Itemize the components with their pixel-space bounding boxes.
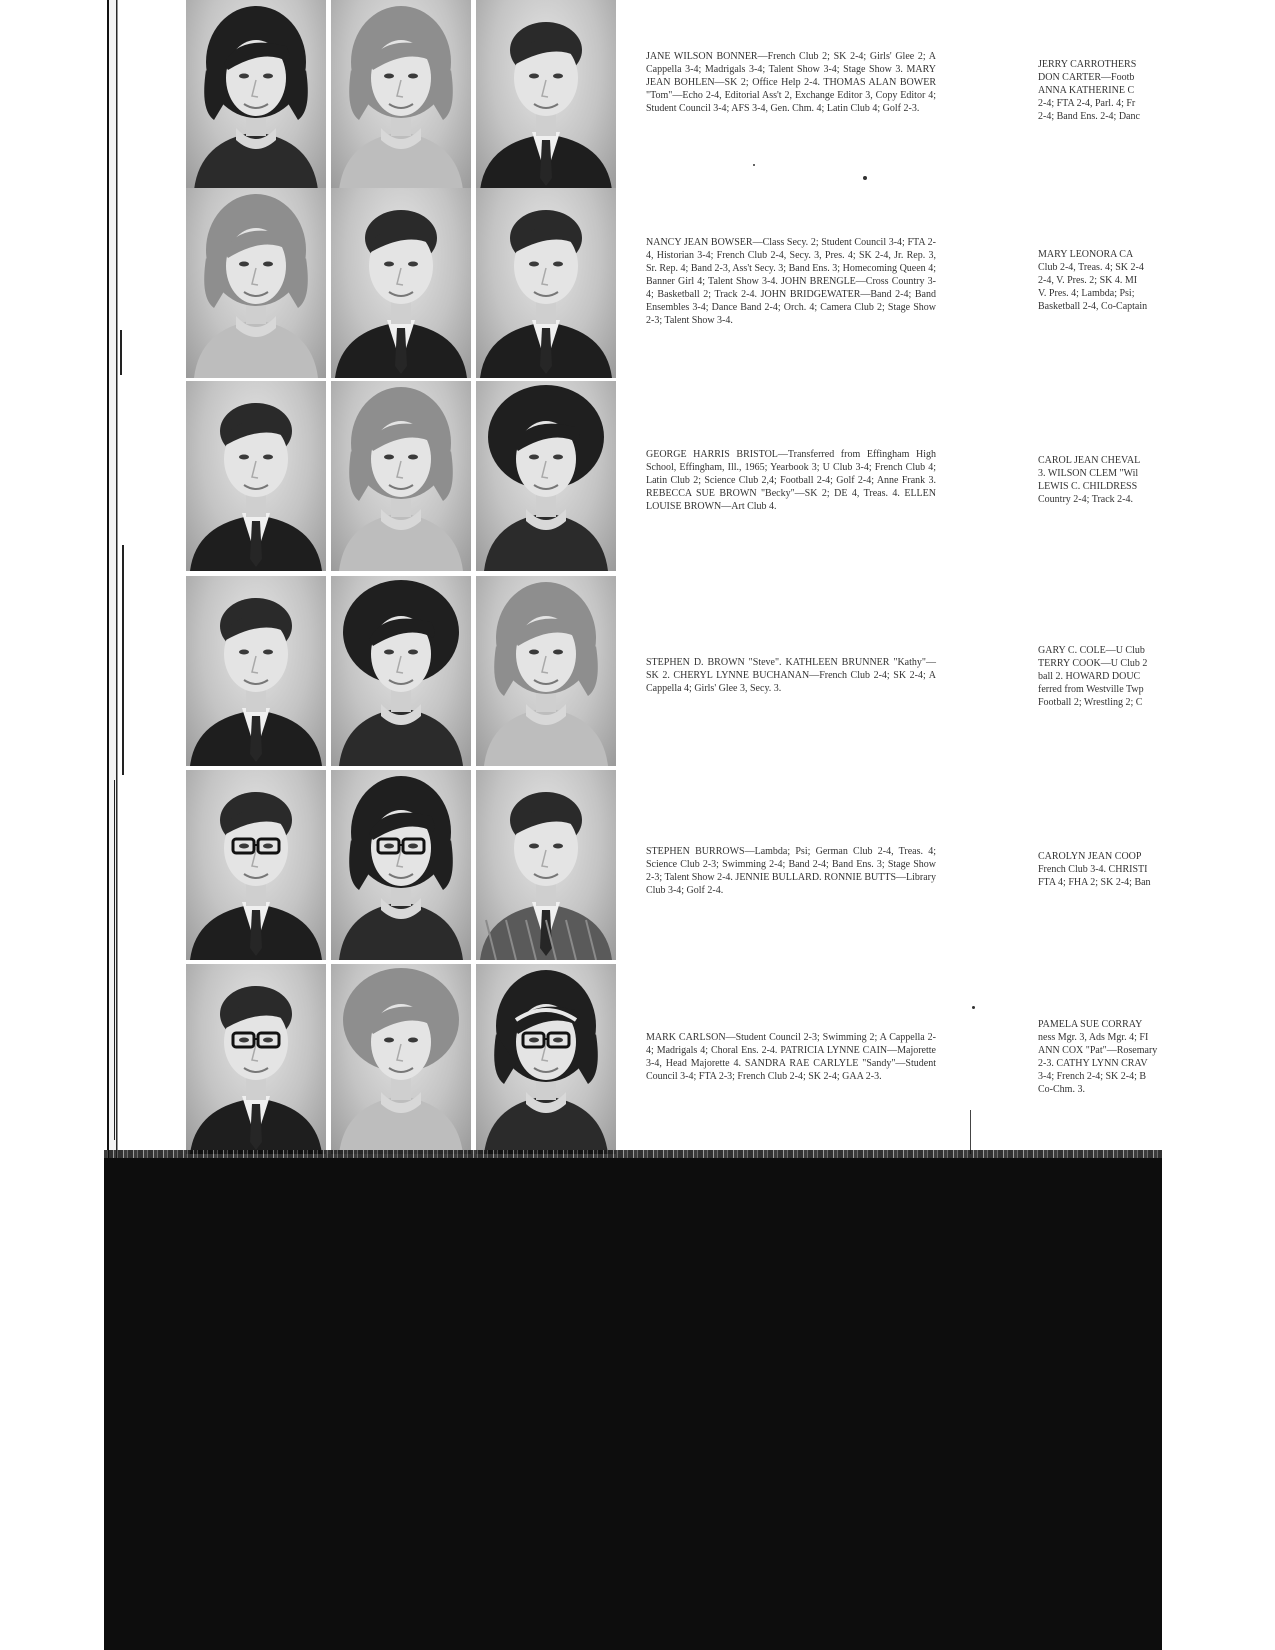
caption-row-4: STEPHEN D. BROWN "Steve". KATHLEEN BRUNNER "Kathy"—SK 2. CHERYL LYNNE BUCHANAN—French Club 2-4; SK 2-4; A Cappella 4; Girls' Glee 3, Secy. 3. bbox=[646, 657, 936, 694]
speck bbox=[972, 1006, 975, 1009]
portrait-photo bbox=[476, 770, 616, 960]
speck bbox=[753, 164, 755, 166]
portrait-photo bbox=[331, 0, 471, 190]
yearbook-page bbox=[104, 0, 1162, 1650]
caption-row-5: STEPHEN BURROWS—Lambda; Psi; German Club 2-4, Treas. 4; Science Club 2-3; Swimming 2-4; Band 2-4; Band Ens. 3; Stage Show 2-3; Talent Show 2-4. JENNIE BULLARD. RONNIE BUTTS—Library Club 3-4; Golf 2-4. bbox=[646, 846, 936, 896]
portrait-photo bbox=[186, 381, 326, 571]
portrait-photo bbox=[186, 0, 326, 190]
caption-row-1: JANE WILSON BONNER—French Club 2; SK 2-4; Girls' Glee 2; A Cappella 3-4; Madrigals 3-4; Talent Show 3-4; Stage Show 3. MARY JEAN BOHLEN—SK 2; Office Help 2-4. THOMAS ALAN BOWER "Tom"—Echo 2-4, Editorial Ass't 2, Exchange Editor 3, Copy Editor 4; Student Council 3-4; AFS 3-4, Gen. Chm. 4; Latin Club 4; Golf 2-3. bbox=[646, 51, 936, 114]
portrait-photo bbox=[331, 188, 471, 378]
caption-right-row-2: MARY LEONORA CA Club 2-4, Treas. 4; SK 2-4 2-4, V. Pres. 2; SK 4. MI V. Pres. 4; Lambda; Psi; Basketball 2-4, Co-Captain bbox=[1038, 249, 1148, 312]
portrait-photo bbox=[476, 964, 616, 1154]
portrait-photo bbox=[186, 770, 326, 960]
caption-row-6: MARK CARLSON—Student Council 2-3; Swimming 2; A Cappella 2-4; Madrigals 4; Choral Ens. 2-4. PATRICIA LYNNE CAIN—Majorette 3-4, Head Majorette 4. SANDRA RAE CARLYLE "Sandy"—Student Council 3-4; FTA 2-3; French Club 2-4; SK 2-4; GAA 2-3. bbox=[646, 1032, 936, 1082]
portrait-photo bbox=[331, 576, 471, 766]
caption-right-row-4: GARY C. COLE—U Club TERRY COOK—U Club 2 ball 2. HOWARD DOUC ferred from Westville Twp Football 2; Wrestling 2; C bbox=[1038, 645, 1148, 708]
fold-mark bbox=[970, 1110, 971, 1154]
speck bbox=[863, 176, 867, 180]
scan-black-band bbox=[104, 1158, 1162, 1650]
portrait-photo bbox=[186, 576, 326, 766]
portrait-photo bbox=[186, 188, 326, 378]
caption-right-row-3: CAROL JEAN CHEVAL 3. WILSON CLEM "Wil LEWIS C. CHILDRESS Country 2-4; Track 2-4. bbox=[1038, 455, 1141, 505]
page-spine bbox=[104, 0, 182, 1160]
portrait-photo bbox=[476, 576, 616, 766]
portrait-grid bbox=[186, 0, 623, 1160]
caption-right-row-5: CAROLYN JEAN COOP French Club 3-4. CHRISTI FTA 4; FHA 2; SK 2-4; Ban bbox=[1038, 851, 1151, 888]
portrait-photo bbox=[476, 381, 616, 571]
caption-right-row-1: JERRY CARROTHERS DON CARTER—Footb ANNA KATHERINE C 2-4; FTA 2-4, Parl. 4; Fr 2-4; Band Ens. 2-4; Danc bbox=[1038, 59, 1140, 122]
portrait-photo bbox=[331, 770, 471, 960]
portrait-photo bbox=[476, 0, 616, 190]
caption-row-3: GEORGE HARRIS BRISTOL—Transferred from Effingham High School, Effingham, Ill., 1965; Yearbook 3; U Club 3-4; French Club 4; Latin Club 2; Science Club 2,4; Football 2-4; Golf 2-4; Anne Frank 3. REBECCA SUE BROWN "Becky"—SK 2; DE 4, Treas. 4. ELLEN LOUISE BROWN—Art Club 4. bbox=[646, 449, 936, 512]
portrait-photo bbox=[186, 964, 326, 1154]
portrait-photo bbox=[476, 188, 616, 378]
portrait-photo bbox=[331, 381, 471, 571]
caption-right-row-6: PAMELA SUE CORRAY ness Mgr. 3, Ads Mgr. 4; FI ANN COX "Pat"—Rosemary 2-3. CATHY LYNN CRAV 3-4; French 2-4; SK 2-4; B Co-Chm. 3. bbox=[1038, 1019, 1158, 1095]
caption-row-2: NANCY JEAN BOWSER—Class Secy. 2; Student Council 3-4; FTA 2-4, Historian 3-4; French Club 2-4, Secy. 3, Pres. 4; SK 2-4, Jr. Rep. 3, Sr. Rep. 4; Band 2-3, Ass't Secy. 3; Band Ens. 3; Homecoming Queen 4; Banner Girl 4; Talent Show 3-4. JOHN BRENGLE—Cross Country 3-4; Basketball 2; Track 2-4. JOHN BRIDGEWATER—Band 2-4; Band Ensembles 3-4; Dance Band 2-4; Orch. 4; Camera Club 2; Stage Show 2-3; Talent Show 3-4. bbox=[646, 237, 936, 326]
portrait-photo bbox=[331, 964, 471, 1154]
